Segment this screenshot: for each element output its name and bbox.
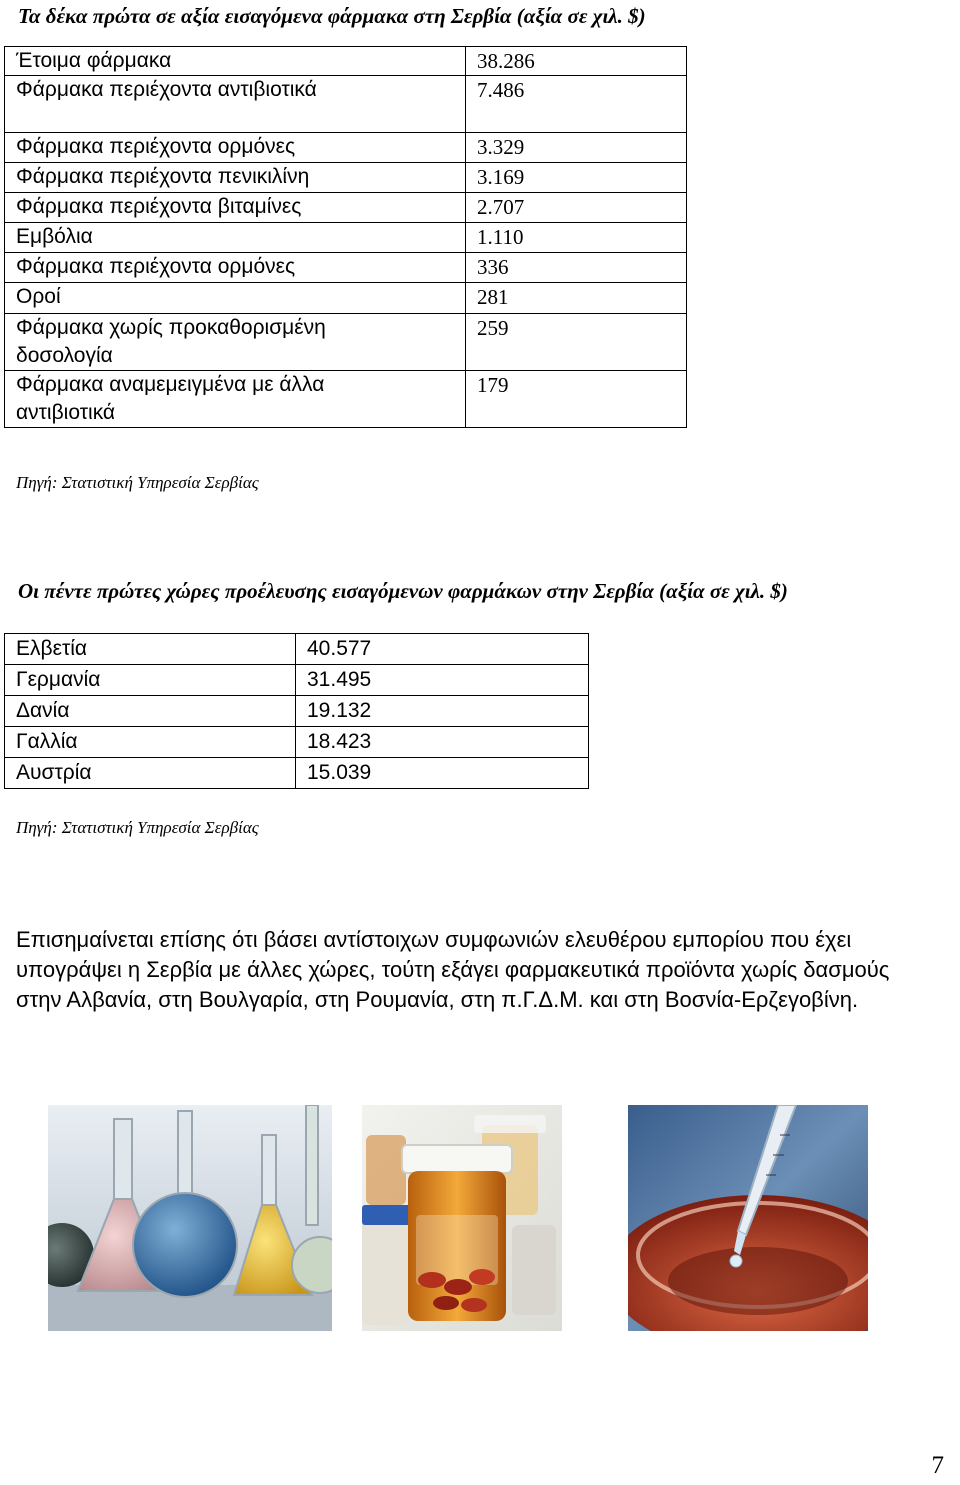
table-row [5,665,589,696]
table-row [5,758,589,789]
page-number: 7 [931,1452,944,1479]
table-row [5,47,687,76]
value-cell: 281 [466,283,687,314]
item-cell: Φάρμακα περιέχοντα βιταμίνες [5,193,466,223]
table1-source: Πηγή: Στατιστική Υπηρεσία Σερβίας [16,473,259,492]
item-cell: Φάρμακα περιέχοντα ορμόνες [5,133,466,163]
item-cell: Φάρμακα χωρίς προκαθορισμένη δοσολογία [5,314,466,371]
value-cell: 336 [466,253,687,283]
table-row [5,253,687,283]
table-row [5,283,687,314]
table-row [5,634,589,665]
country-cell: Δανία [5,696,296,727]
item-cell: Έτοιμα φάρμακα [5,47,466,76]
value-cell: 2.707 [466,193,687,223]
pill-bottles-photo [362,1105,562,1331]
table1-title: Τα δέκα πρώτα σε αξία εισαγόμενα φάρμακα στη Σερβία (αξία σε χιλ. $) [18,4,646,28]
country-cell: Γαλλία [5,727,296,758]
item-cell: Φάρμακα αναμεμειγμένα με άλλα αντιβιοτικά [5,371,466,428]
item-cell: Φάρμακα περιέχοντα πενικιλίνη [5,163,466,193]
imported-medicines-table [4,46,687,428]
country-cell: Αυστρία [5,758,296,789]
table-row [5,314,687,371]
body-paragraph: Επισημαίνεται επίσης ότι βάσει αντίστοιχων συμφωνιών ελευθέρου εμπορίου που έχει υπογράψει η Σερβία με άλλες χώρες, τούτη εξάγει φαρμακευτικά προϊόντα χωρίς δασμούς στην Αλβανία, στη Βουλγαρία, στη Ρουμανία, στη π.Γ.Δ.Μ. και στη Βοσνία-Ερζεγοβίνη. [16,927,890,1012]
value-cell: 179 [466,371,687,428]
value-cell: 19.132 [296,696,589,727]
value-cell: 7.486 [466,76,687,133]
value-cell: 3.169 [466,163,687,193]
item-cell: Οροί [5,283,466,314]
table-row [5,727,589,758]
item-cell: Εμβόλια [5,223,466,253]
table-row [5,696,589,727]
value-cell: 15.039 [296,758,589,789]
pipette-petri-dish-photo [628,1105,868,1331]
table-row [5,193,687,223]
value-cell: 18.423 [296,727,589,758]
origin-countries-table [4,633,589,789]
table-row [5,133,687,163]
item-cell: Φάρμακα περιέχοντα ορμόνες [5,253,466,283]
table-row [5,223,687,253]
value-cell: 40.577 [296,634,589,665]
table-row [5,371,687,428]
table-row [5,163,687,193]
country-cell: Γερμανία [5,665,296,696]
value-cell: 38.286 [466,47,687,76]
laboratory-flasks-photo [48,1105,332,1331]
value-cell: 259 [466,314,687,371]
value-cell: 3.329 [466,133,687,163]
table2-source: Πηγή: Στατιστική Υπηρεσία Σερβίας [16,818,259,837]
table2-title: Οι πέντε πρώτες χώρες προέλευσης εισαγόμενων φαρμάκων στην Σερβία (αξία σε χιλ. $) [18,579,788,603]
item-cell: Φάρμακα περιέχοντα αντιβιοτικά [5,76,466,133]
value-cell: 1.110 [466,223,687,253]
value-cell: 31.495 [296,665,589,696]
table-row [5,76,687,133]
country-cell: Ελβετία [5,634,296,665]
